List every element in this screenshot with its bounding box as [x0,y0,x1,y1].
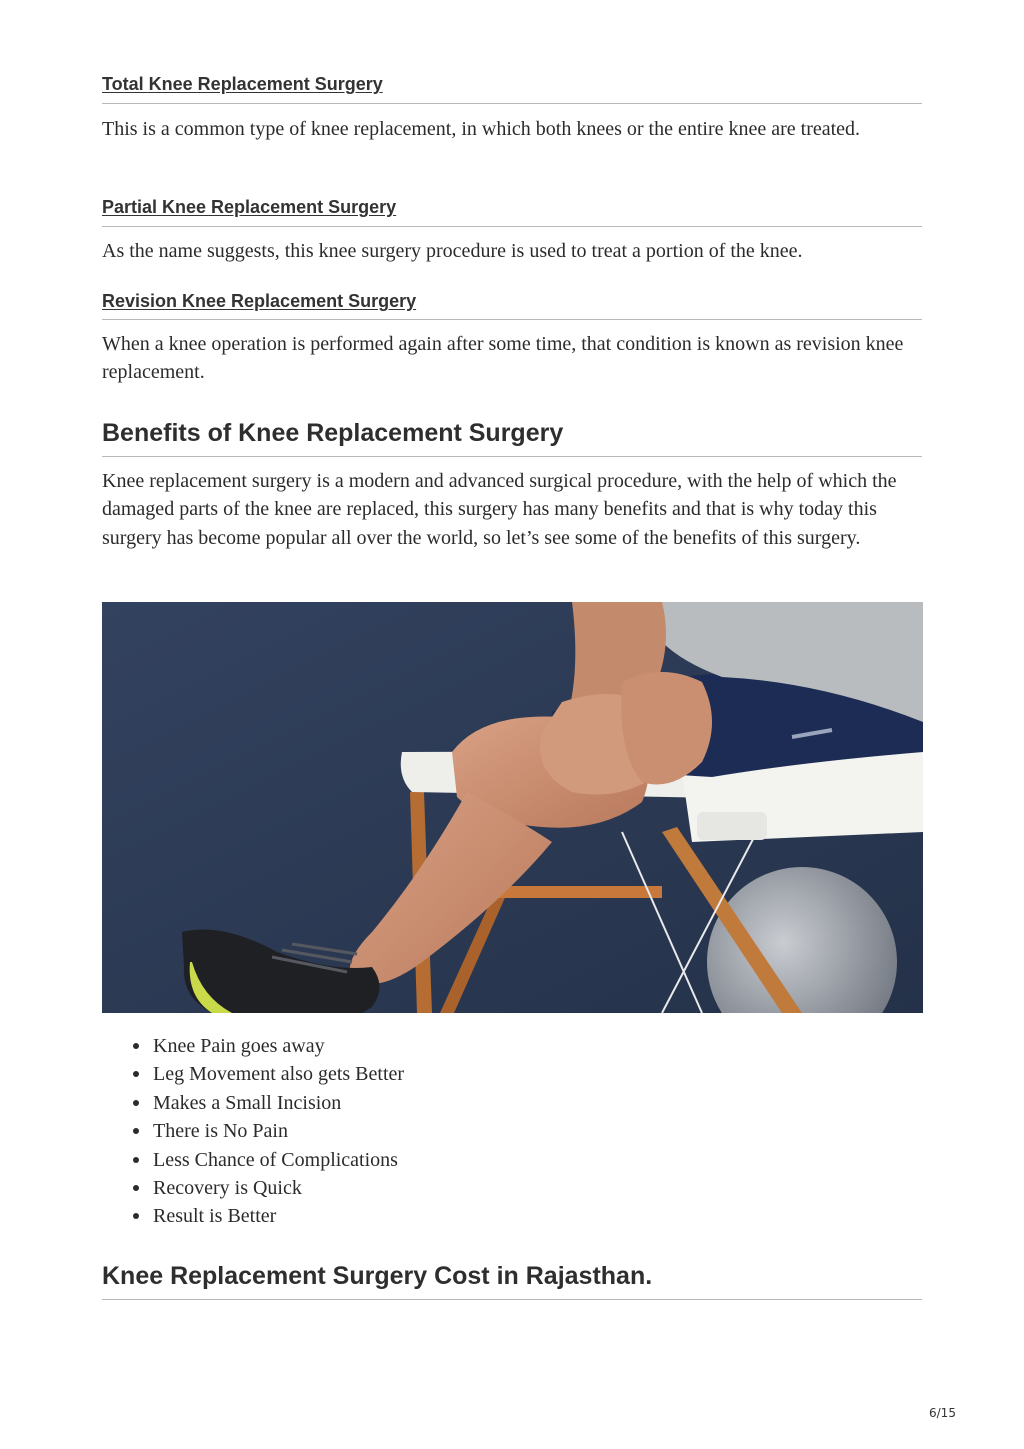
list-item [153,1060,404,1088]
list-item-text: Leg Movement also gets Better [153,1063,405,1086]
cost-heading: Knee Replacement Surgery Cost in Rajasthan. [102,1262,653,1290]
bullet-icon [133,1213,139,1219]
benefits-list [153,1032,404,1231]
bullet-icon [133,1157,139,1163]
list-item-text: Less Chance of Complications [153,1148,398,1171]
list-item-text: Makes a Small Incision [153,1091,342,1114]
bullet-icon [133,1071,139,1077]
list-item-text: Knee Pain goes away [153,1035,325,1057]
partial-knee-heading-link[interactable]: Partial Knee Replacement Surgery [102,197,397,217]
divider [102,319,922,320]
divider [102,103,922,104]
list-item-text: Recovery is Quick [153,1177,302,1200]
bullet-icon [133,1185,139,1191]
bullet-icon [133,1128,139,1134]
benefits-intro: Knee replacement surgery is a modern and advanced surgical procedure, with the help of which the damaged parts of the knee are replaced, this surgery has many benefits and that is why today this surgery has become popular all over the world, so let’s see some of the benefits of this surgery. [102,470,897,549]
partial-knee-description: As the name suggests, this knee surgery procedure is used to treat a portion of the knee. [102,240,803,262]
knee-pain-photo [102,602,923,1013]
bullet-icon [133,1100,139,1106]
list-item [153,1089,404,1117]
list-item-text: There is No Pain [153,1120,288,1143]
bullet-icon [133,1043,139,1049]
knee-pain-illustration [102,602,923,1013]
list-item [153,1032,404,1060]
benefits-heading: Benefits of Knee Replacement Surgery [102,419,564,447]
total-knee-heading-link[interactable]: Total Knee Replacement Surgery [102,74,383,94]
page-number: 6/15 [929,1406,956,1420]
divider [102,456,922,457]
list-item-text: Result is Better [153,1205,277,1228]
divider [102,1299,922,1300]
total-knee-description: This is a common type of knee replacement, in which both knees or the entire knee are treated. [102,118,861,140]
revision-knee-description: When a knee operation is performed again after some time, that condition is known as revision knee replacement. [102,333,904,384]
list-item [153,1202,404,1230]
revision-knee-heading-link[interactable]: Revision Knee Replacement Surgery [102,291,417,311]
list-item [153,1146,404,1174]
divider [102,226,922,227]
list-item [153,1117,404,1145]
list-item [153,1174,404,1202]
